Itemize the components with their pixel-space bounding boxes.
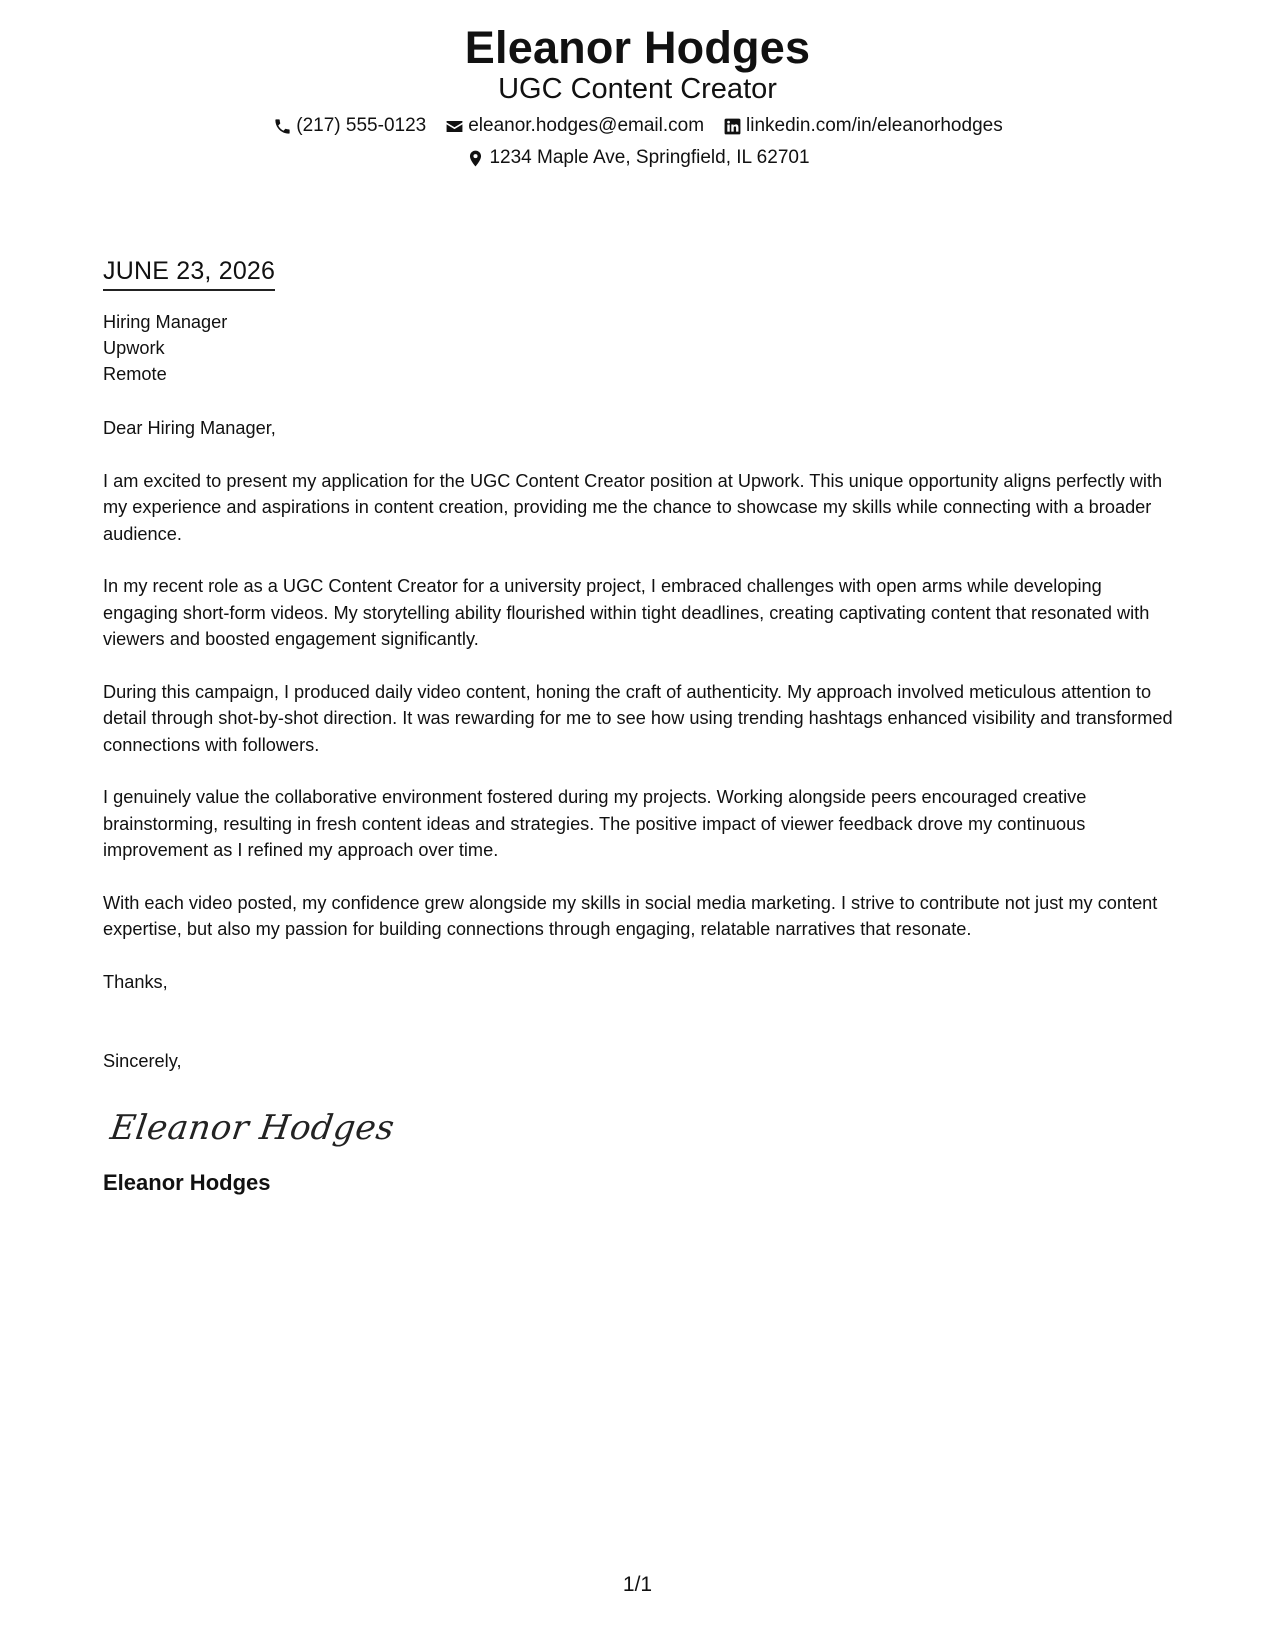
letter-header [0,22,1275,170]
recipient-block [103,309,1178,387]
applicant-title: UGC Content Creator [498,73,777,105]
applicant-name: Eleanor Hodges [464,22,811,73]
address-row [0,146,1275,170]
signoff-line: Sincerely, [103,1051,182,1071]
body-paragraph: I genuinely value the collaborative environment fostered during my projects. Working alongside peers encouraged creative brainstorming, resulting in fresh content ideas and strategies. The positive impact of viewer feedback drove my continuous improvement as I refined my approach over time. [103,787,1087,860]
phone-number[interactable]: (217) 555-0123 [296,115,427,136]
body-paragraph: I am excited to present my application for the UGC Content Creator position at Upwork. This unique opportunity aligns perfectly with my experience and aspirations in content creation, providing me the chance to showcase my skills while connecting with a broader audience. [103,470,1163,544]
phone-contact [272,114,426,138]
svg-text:Eleanor Hodges: Eleanor Hodges [107,1107,398,1148]
body-paragraph: During this campaign, I produced daily video content, honing the craft of authenticity. My approach involved meticulous attention to detail through shot-by-shot direction. It was rewarding for me to see how using trending hashtags enhanced visibility and transformed connections with followers. [103,681,1173,755]
recipient-company: Upwork [103,338,165,358]
handwritten-signature [107,1097,1178,1157]
envelope-icon [444,116,464,136]
letter-date: JUNE 23, 2026 [103,255,275,291]
salutation: Dear Hiring Manager, [103,418,276,438]
page-number: 1/1 [622,1573,653,1596]
body-paragraph: In my recent role as a UGC Content Creator for a university project, I embraced challenges with open arms while developing engaging short-form videos. My storytelling ability flourished within tight deadlines, creating captivating content that resonated with viewers and boosted engagement significantly. [103,576,1150,649]
linkedin-icon [722,116,742,136]
contact-info-row [0,114,1275,138]
mailing-address: 1234 Maple Ave, Springfield, IL 62701 [489,147,810,168]
email-contact [444,114,704,138]
map-marker-icon [465,148,485,168]
phone-icon [272,116,292,136]
closing-line: Thanks, [103,971,168,992]
recipient-name: Hiring Manager [103,312,228,332]
letter-body [103,255,1178,1197]
address-contact [465,146,809,170]
body-paragraph: With each video posted, my confidence grew alongside my skills in social media marketing. I strive to contribute not just my content expertise, but also my passion for building connections through engaging, relatable narratives that resonate. [103,892,1158,939]
email-address[interactable]: eleanor.hodges@email.com [468,115,705,136]
recipient-location: Remote [103,364,167,384]
signer-name: Eleanor Hodges [103,1169,271,1195]
linkedin-url[interactable]: linkedin.com/in/eleanorhodges [746,115,1003,136]
linkedin-contact [722,114,1003,138]
